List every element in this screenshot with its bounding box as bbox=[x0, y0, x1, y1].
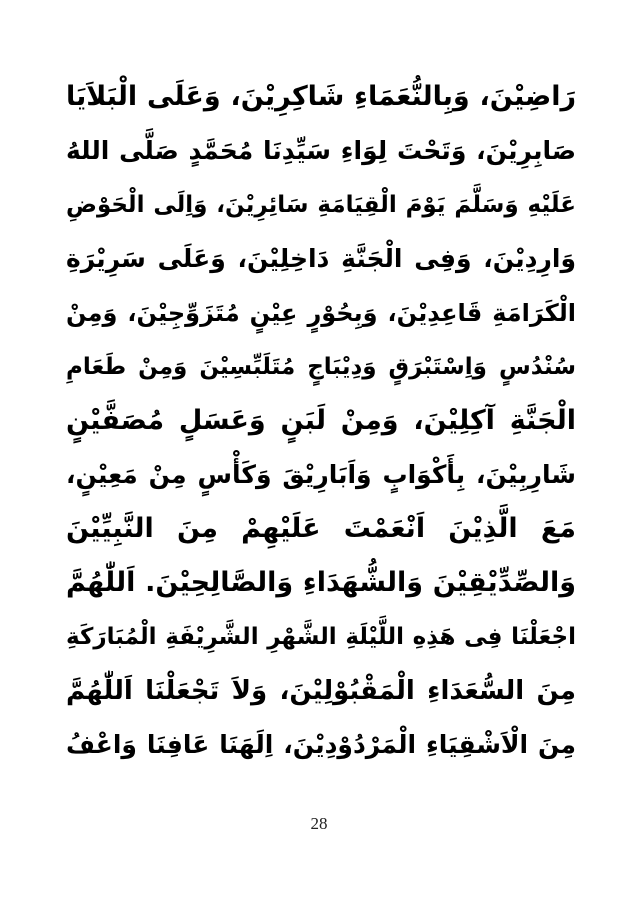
text-line-4: وَارِدِيْنَ، وَفِى الْجَنَّةِ دَاخِلِيْنَ، وَعَلَى سَرِيْرَةِ bbox=[66, 244, 576, 273]
text-line-6: سُنْدُسٍ وَاِسْتَبْرَقٍ وَدِيْبَاجٍ مُتَلَبِّسِيْنَ وَمِنْ طَعَامِ bbox=[66, 354, 576, 380]
text-line-11: اجْعَلْنَا فِى هَذِهِ اللَّيْلَةِ الشَّهْرِ الشَّرِيْفَةِ الْمُبَارَكَةِ bbox=[66, 624, 576, 650]
page-number: 28 bbox=[310, 814, 328, 833]
text-line-2: صَابِرِيْنَ، وَتَحْتَ لِوَاءِ سَيِّدِنَا مُحَمَّدٍ صَلَّى اللهُ bbox=[66, 136, 576, 165]
text-line-8: شَارِبِيْنَ، بِأَكْوَابٍ وَاَبَارِيْقَ وَكَأْسٍ مِنْ مَعِيْنٍ، bbox=[66, 460, 576, 489]
text-line-9: مَعَ الَّذِيْنَ اَنْعَمْتَ عَلَيْهِمْ مِنَ النَّبِيِّيْنَ bbox=[66, 513, 576, 544]
text-line-7: الْجَنَّةِ آكِلِيْنَ، وَمِنْ لَبَنٍ وَعَسَلٍ مُصَفَّيْنٍ bbox=[66, 405, 576, 436]
text-line-5: الْكَرَامَةِ قَاعِدِيْنَ، وَبِحُوْرٍ عِيْنٍ مُتَزَوِّجِيْنَ، وَمِنْ bbox=[66, 299, 576, 327]
text-line-1: رَاضِيْنَ، وَبِالنُّعَمَاءِ شَاكِرِيْنَ، وَعَلَى الْبَلاَيَا bbox=[66, 81, 576, 112]
text-line-10: وَالصِّدِّيْقِيْنَ وَالشُّهَدَاءِ وَالصَّالِحِيْنَ. اَللّٰهُمَّ bbox=[66, 567, 576, 598]
arabic-prayer-text bbox=[66, 70, 576, 772]
text-line-12: مِنَ السُّعَدَاءِ الْمَقْبُوْلِيْنَ، وَلاَ تَجْعَلْنَا اَللّٰهُمَّ bbox=[66, 676, 576, 706]
text-line-3: عَلَيْهِ وَسَلَّمَ يَوْمَ الْقِيَامَةِ سَائِرِيْنَ، وَاِلَى الْحَوْضِ bbox=[66, 192, 576, 218]
text-line-13: مِنَ الْاَشْقِيَاءِ الْمَرْدُوْدِيْنَ، اِلَهَنَا عَافِنَا وَاعْفُ bbox=[66, 730, 576, 759]
